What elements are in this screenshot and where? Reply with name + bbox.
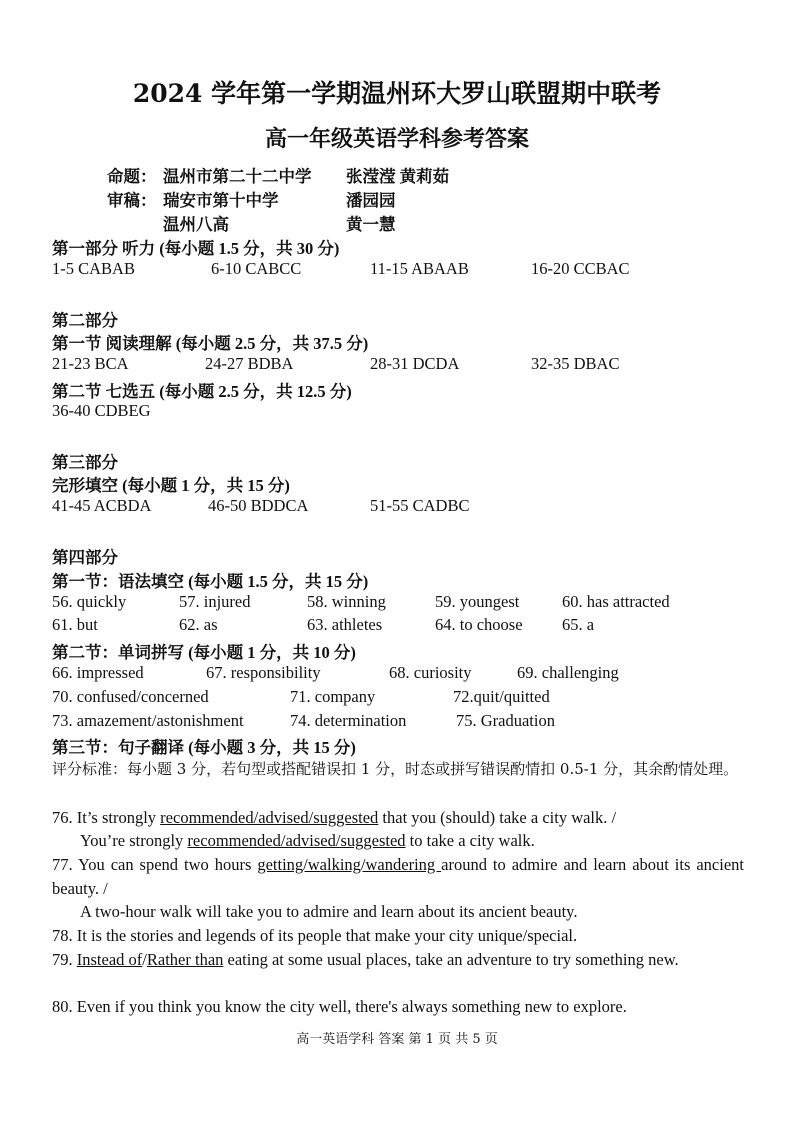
part1-heading: 第一部分 听力 (每小题 1.5 分，共 30 分) — [52, 239, 340, 258]
answer-item: 72.quit/quitted — [453, 687, 550, 706]
page-subtitle: 高一年级英语学科参考答案 — [264, 126, 529, 152]
answer-item: 71. company — [290, 687, 376, 706]
setter-label: 命题： — [107, 167, 157, 186]
answer-item: 62. as — [179, 615, 218, 634]
answer-item: 60. has attracted — [562, 592, 670, 611]
answer-item: 66. impressed — [52, 663, 144, 682]
q80: 80. Even if you think you know the city well, there's always something new to explore. — [52, 997, 627, 1016]
answer-item: 58. winning — [307, 592, 386, 611]
page-title: 2024 学年第一学期温州环大罗山联盟期中联考 — [132, 79, 662, 108]
part2-sec2-heading: 第二节 七选五 (每小题 2.5 分，共 12.5 分) — [52, 382, 352, 401]
answer-item: 63. athletes — [307, 615, 383, 634]
answer-group: 28-31 DCDA — [370, 354, 460, 373]
part2-heading: 第二部分 — [52, 311, 118, 330]
q78: 78. It is the stories and legends of its people that make your city unique/special. — [52, 926, 578, 945]
answer-group: 36-40 CDBEG — [52, 401, 151, 420]
part4-sec2-heading: 第二节：单词拼写 (每小题 1 分，共 10 分) — [52, 643, 356, 662]
answer-item: 61. but — [52, 615, 98, 634]
q76-line1: 76. It’s strongly recommended/advised/suggested that you (should) take a city walk. / — [52, 808, 617, 827]
part4-heading: 第四部分 — [52, 548, 118, 567]
answer-item: 67. responsibility — [206, 663, 321, 682]
answer-group: 41-45 ACBDA — [52, 496, 152, 515]
part4-sec1-heading: 第一节：语法填空 (每小题 1.5 分，共 15 分) — [52, 572, 369, 591]
answer-item: 59. youngest — [435, 592, 520, 611]
answer-item: 65. a — [562, 615, 595, 634]
answer-item: 64. to choose — [435, 615, 523, 634]
reviewer-label: 审稿： — [107, 191, 157, 210]
q77-line1: 77. You can spend two hours getting/walking/wandering around to admire and learn about its ancient beauty. / — [52, 855, 744, 898]
answer-item: 73. amazement/astonishment — [52, 711, 244, 730]
answer-group: 46-50 BDDCA — [208, 496, 309, 515]
answer-item: 74. determination — [290, 711, 407, 730]
setter-names: 张滢滢 黄莉茹 — [346, 167, 450, 186]
part4-sec3-heading: 第三节：句子翻译 (每小题 3 分，共 15 分) — [52, 738, 356, 757]
answer-item: 68. curiosity — [389, 663, 472, 682]
answer-group: 1-5 CABAB — [52, 259, 135, 278]
reviewer-school-2: 温州八高 — [163, 215, 229, 234]
answer-item: 75. Graduation — [456, 711, 555, 730]
part3-heading: 第三部分 — [52, 453, 118, 472]
answer-group: 16-20 CCBAC — [531, 259, 630, 278]
answer-group: 32-35 DBAC — [531, 354, 620, 373]
answer-item: 69. challenging — [517, 663, 619, 682]
answer-group: 24-27 BDBA — [205, 354, 294, 373]
reviewer-name-2: 黄一慧 — [346, 215, 396, 234]
answer-group: 51-55 CADBC — [370, 496, 470, 515]
q79: 79. Instead of/Rather than eating at some usual places, take an adventure to try something new. — [52, 950, 679, 969]
setter-school: 温州市第二十二中学 — [163, 167, 312, 186]
answer-item: 70. confused/concerned — [52, 687, 209, 706]
answer-group: 21-23 BCA — [52, 354, 129, 373]
q77-line2: A two-hour walk will take you to admire and learn about its ancient beauty. — [80, 902, 578, 921]
answer-item: 57. injured — [179, 592, 251, 611]
grading-criteria: 评分标准：每小题 3 分，若句型或搭配错误扣 1 分，时态或拼写错误酌情扣 0.5-1 分，其余酌情处理。 — [52, 760, 739, 778]
part2-sec1-heading: 第一节 阅读理解 (每小题 2.5 分，共 37.5 分) — [52, 334, 369, 353]
answer-group: 11-15 ABAAB — [370, 259, 469, 278]
part3-sec-heading: 完形填空 (每小题 1 分，共 15 分) — [52, 476, 290, 495]
page-footer: 高一英语学科 答案 第 1 页 共 5 页 — [296, 1032, 498, 1047]
q76-line2: You’re strongly recommended/advised/suggested to take a city walk. — [80, 831, 535, 850]
answer-item: 56. quickly — [52, 592, 127, 611]
reviewer-name-1: 潘园园 — [346, 191, 396, 210]
answer-group: 6-10 CABCC — [211, 259, 302, 278]
reviewer-school-1: 瑞安市第十中学 — [163, 191, 279, 210]
